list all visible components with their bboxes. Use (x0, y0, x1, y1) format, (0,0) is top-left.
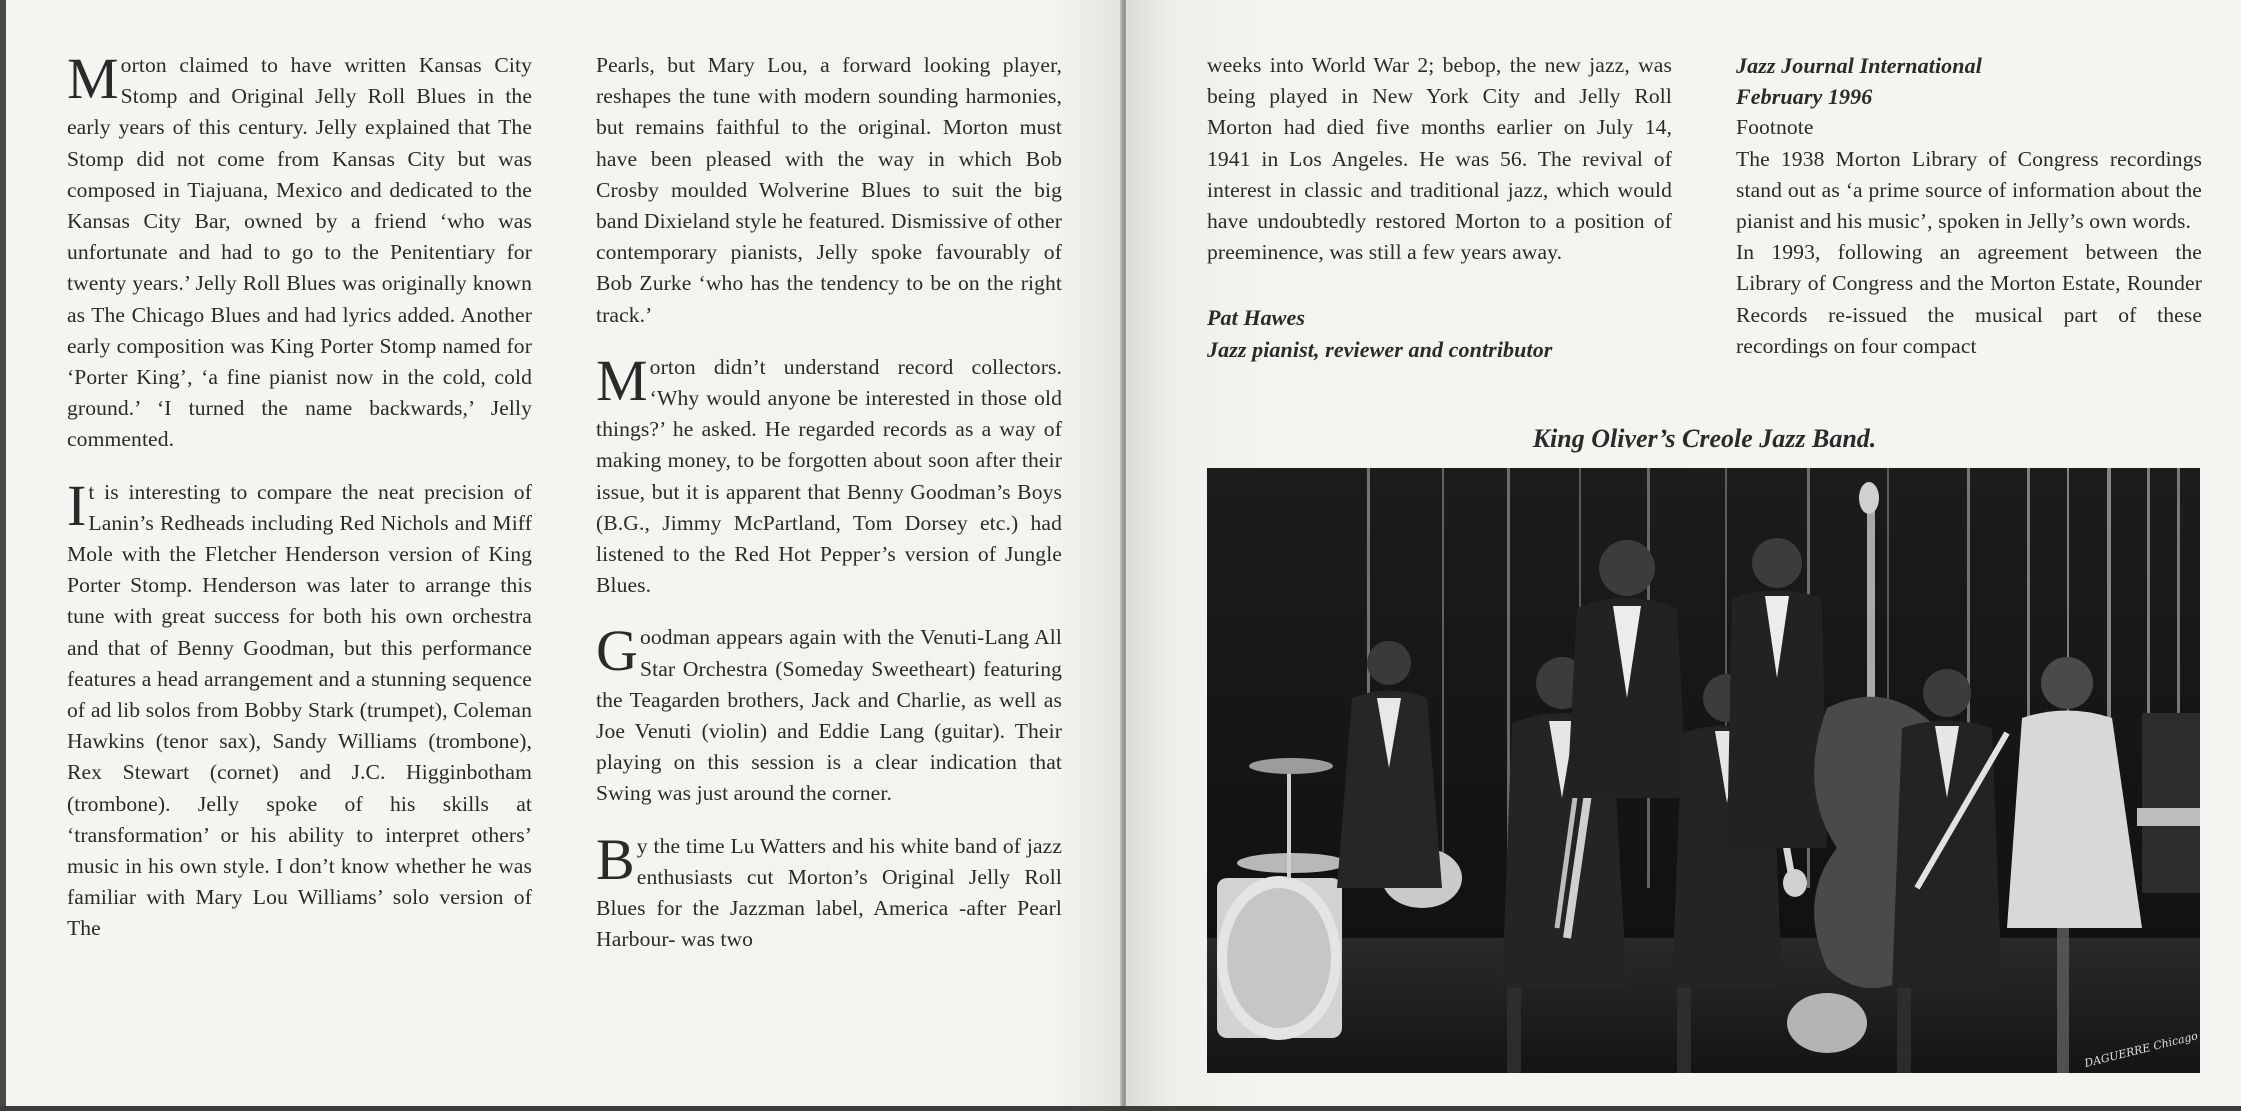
paragraph (67, 472, 532, 945)
left-page-column-1 (67, 46, 532, 966)
drop-cap: M (596, 347, 648, 413)
paragraph-text: weeks into World War 2; bebop, the new jazz, was being played in New York City and Jelly Roll Morton had died five months earlier on July 14, 1941 in Los Angeles. He was 56. The revival of interest in classic and traditional jazz, which would have undoubtedly restored Morton to a position of preeminence, was still a few years away. (1207, 53, 1672, 265)
paragraph (596, 50, 1062, 331)
paragraph (67, 46, 532, 456)
drop-cap: I (67, 472, 87, 538)
footnote-label: Footnote (1736, 115, 1814, 140)
photo-caption: King Oliver’s Creole Jazz Band. (1532, 424, 1877, 453)
left-page-column-2 (596, 50, 1062, 976)
paragraph (596, 826, 1062, 956)
paragraph-text: t is interesting to compare the neat precision of Lanin’s Redheads including Red Nichols and Miff Mole with the Fletcher Henderson version of King Porter Stomp. Henderson was later to arrange this tune with great success for both his own orchestra and that of Benny Goodman, but this performance features a head arrangement and a stunning sequence of ad lib solos from Bobby Stark (trumpet), Coleman Hawkins (tenor sax), Sandy Williams (trombone), Rex Stewart (cornet) and J.C. Higginbotham (trombone). Jelly spoke of his skills at ‘transformation’ or his ability to interpret others’ music in his own style. I don’t know whether he was familiar with Mary Lou Williams’ solo version of The (67, 479, 532, 941)
paragraph-text: oodman appears again with the Venuti-Lang All Star Orchestra (Someday Sweetheart) featuring the Teagarden brothers, Jack and Charlie, as well as Joe Venuti (violin) and Eddie Lang (guitar). Their playing on this session is a clear indication that Swing was just around the corner. (596, 625, 1062, 806)
footnote-paragraph: In 1993, following an agreement between the Library of Congress and the Morton Estate, Rounder Records re-issued the musical part of these recordings on four compact (1736, 240, 2202, 358)
paragraph (596, 347, 1062, 602)
left-page (6, 0, 1122, 1107)
paragraph (1207, 50, 1672, 268)
band-photo-illustration (1207, 468, 2200, 1073)
band-photo (1207, 468, 2200, 1073)
paragraph (596, 618, 1062, 809)
publication-name: Jazz Journal International (1736, 53, 1982, 78)
author-role: Jazz pianist, reviewer and contributor (1207, 336, 1553, 362)
paragraph-text: orton claimed to have written Kansas City Stomp and Original Jelly Roll Blues in the early years of this century. Jelly explained that The Stomp did not come from Kansas City but was composed in Tiajuana, Mexico and dedicated to the Kansas City Bar, owned by a friend ‘who was unfortunate and had to go to the Penitentiary for twenty years.’ Jelly Roll Blues was originally known as The Chicago Blues and had lyrics added. Another early composition was King Porter Stomp named for ‘Porter King’, ‘a fine pianist now in the cold, cold ground.’ ‘I turned the name backwards,’ Jelly commented. (67, 53, 532, 452)
publication-date: February 1996 (1736, 84, 1873, 110)
paragraph-text: y the time Lu Watters and his white band of jazz enthusiasts cut Morton’s Original Jelly Roll Blues for the Jazzman label, America -after Pearl Harbour- was two (596, 833, 1062, 952)
drop-cap: G (596, 618, 638, 684)
drop-cap: B (596, 826, 635, 892)
footnote-paragraph: The 1938 Morton Library of Congress recordings stand out as ‘a prime source of information about the pianist and his music’, spoken in Jelly’s own words. (1736, 146, 2202, 234)
paragraph-text: Pearls, but Mary Lou, a forward looking player, reshapes the tune with modern sounding harmonies, but remains faithful to the original. Morton must have been pleased with the way in which Bob Crosby moulded Wolverine Blues to suit the big band Dixieland style he featured. Dismissive of other contemporary pianists, Jelly spoke favourably of Bob Zurke ‘who has the tendency to be on the right track.’ (596, 53, 1062, 327)
drop-cap: M (67, 46, 119, 111)
paragraph-text: orton didn’t understand record collectors. ‘Why would anyone be interested in those old things?’ he asked. He regarded records as a way of making money, to be forgotten about soon after their issue, but it is apparent that Benny Goodman’s Boys (B.G., Jimmy McPartland, Tom Dorsey etc.) had listened to the Red Hot Pepper’s version of Jungle Blues. (596, 354, 1062, 598)
photo-signature: DAGUERRE Chicago (2083, 1029, 2200, 1070)
right-page-column-2 (1736, 50, 2202, 362)
author-name: Pat Hawes (1207, 305, 1306, 331)
right-page-column-1 (1207, 50, 1672, 365)
bottom-edge (0, 1106, 2241, 1111)
